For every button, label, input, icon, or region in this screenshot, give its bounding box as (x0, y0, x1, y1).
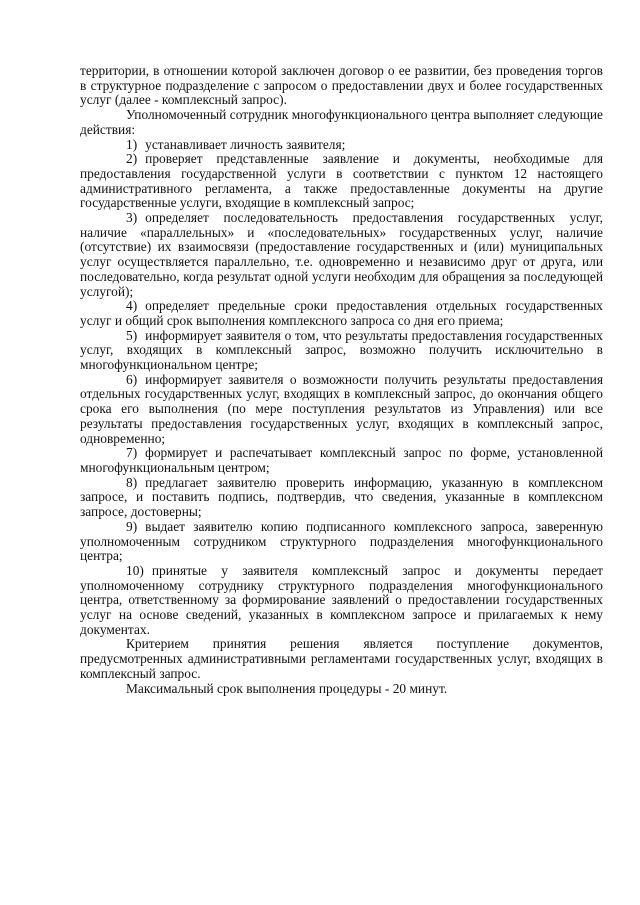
list-item (80, 211, 603, 299)
document-page (80, 64, 603, 696)
list-item-text: определяет последовательность предоставления государственных услуг, наличие «параллельных» и «последовательных» государственных услуг, наличие (отсутствие) их взаимосвязи (предоставление государственных и (или) муниципальных услуг осуществляется параллельно, т.е. одновременно и независимо друг от друга, или последовательно, когда результат одной услуги необходим для обращения за последующей услугой); (80, 210, 603, 299)
list-item-number: 6) (126, 371, 138, 387)
actions-intro-paragraph: Уполномоченный сотрудник многофункционального центра выполняет следующие действия: (80, 107, 603, 137)
list-item-number: 1) (126, 136, 138, 152)
list-item-text: принятые у заявителя комплексный запрос и документы передает уполномоченному сотруднику структурного подразделения многофункционального центра, ответственному за формирование заявлений о предоставлении государственных услуг на основе сведений, указанных в комплексном запросе и прилагаемых к нему документах. (80, 562, 603, 637)
list-item-number: 4) (126, 298, 138, 314)
list-item (80, 446, 603, 475)
actions-list (80, 138, 603, 638)
list-item (80, 520, 603, 564)
list-item-text: выдает заявителю копию подписанного комплексного запроса, заверенную уполномоченным сотрудником структурного подразделения многофункционального центра; (80, 518, 603, 564)
list-item (80, 152, 603, 211)
list-item-text: проверяет представленные заявление и документы, необходимые для предоставления государственной услуги в соответствии с пунктом 12 настоящего административного регламента, а также предоставленные документы на другие государственные услуги, входящие в комплексный запрос; (80, 151, 603, 211)
list-item (80, 373, 603, 447)
list-item-number: 3) (126, 210, 138, 226)
list-item (80, 138, 603, 153)
list-item-number: 8) (126, 474, 138, 490)
list-item (80, 564, 603, 638)
list-item (80, 299, 603, 328)
list-item (80, 329, 603, 373)
list-item-text: устанавливает личность заявителя; (145, 136, 346, 152)
list-item-text: предлагает заявителю проверить информацию, указанную в комплексном запросе, и поставить подпись, подтвердив, что сведения, указанные в комплексном запросе, достоверны; (80, 474, 603, 520)
list-item-text: определяет предельные сроки предоставления отдельных государственных услуг и общий срок выполнения комплексного запроса со дня его приема; (80, 298, 603, 328)
list-item-number: 7) (126, 445, 138, 461)
list-item (80, 476, 603, 520)
list-item-number: 9) (126, 518, 138, 534)
list-item-text: информирует заявителя о том, что результаты предоставления государственных услуг, входящих в комплексный запрос, возможно получить исключительно в многофункциональном центре; (80, 327, 603, 373)
intro-continuation-paragraph: территории, в отношении которой заключен договор о ее развитии, без проведения торгов в структурное подразделение с запросом о предоставлении двух и более государственных услуг (далее - комплексный запрос). (80, 63, 603, 108)
list-item-number: 10) (126, 562, 144, 578)
list-item-number: 5) (126, 327, 138, 343)
max-time-paragraph: Максимальный срок выполнения процедуры - 20 минут. (126, 680, 448, 696)
list-item-number: 2) (126, 151, 138, 167)
list-item-text: информирует заявителя о возможности получить результаты предоставления отдельных государственных услуг, входящих в комплексный запрос, до окончания общего срока его выполнения (по мере поступления результатов из Управления) или все результаты предоставления государственных услуг, входящих в комплексный запрос, одновременно; (80, 371, 603, 446)
criterion-paragraph: Критерием принятия решения является поступление документов, предусмотренных административными регламентами государственных услуг, входящих в комплексный запрос. (80, 636, 603, 681)
list-item-text: формирует и распечатывает комплексный запрос по форме, установленной многофункциональным центром; (80, 445, 603, 475)
